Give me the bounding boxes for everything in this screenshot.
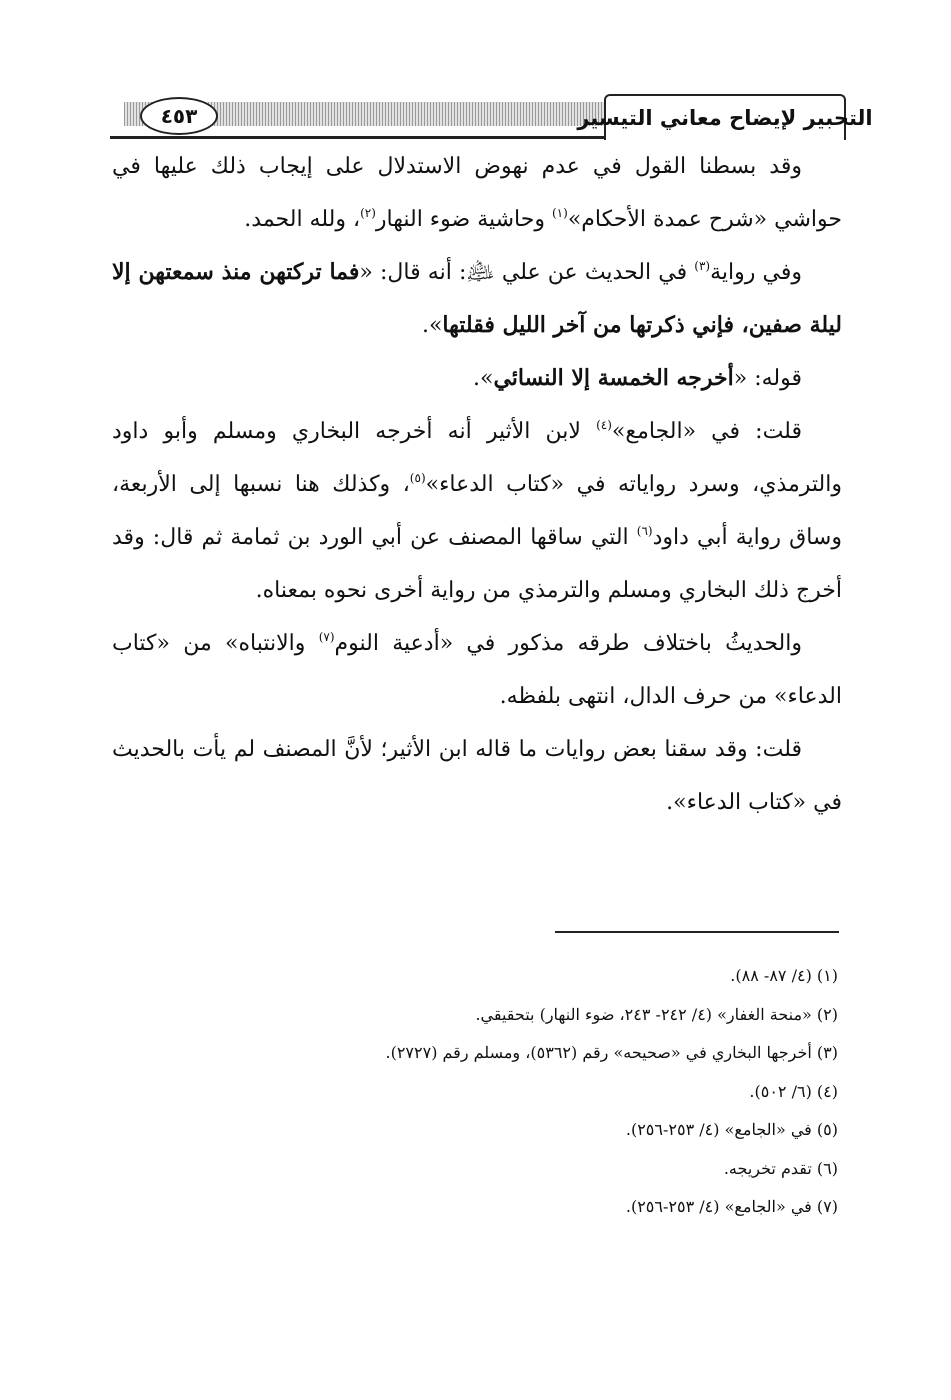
footnote-separator xyxy=(555,931,839,933)
quoted-text: فما تركتهن منذ سمعتهن إلا ليلة صفين، فإني ذكرتها من آخر الليل فقلتها xyxy=(112,259,842,338)
paragraph-5 xyxy=(112,617,842,723)
text-run: قوله: « xyxy=(733,366,802,391)
paragraph-4 xyxy=(112,405,842,617)
paragraph-6 xyxy=(112,723,842,829)
book-title: التحبير لإيضاح معاني التيسير xyxy=(577,106,873,130)
footnote-7: (٧) في «الجامع» (٤/ ٢٥٣-٢٥٦). xyxy=(625,1197,838,1216)
text-run: ، ولله الحمد. xyxy=(244,207,361,232)
text-run: التي ساقها المصنف عن أبي الورد بن ثمامة ثم قال: وقد أخرج ذلك البخاري ومسلم والترمذي من رواية أخرى نحوه بمعناه. xyxy=(112,525,842,603)
paragraph-1 xyxy=(112,140,842,246)
text-run: والحديثُ باختلاف طرقه مذكور في «أدعية النوم xyxy=(334,631,802,656)
footnote-5: (٥) في «الجامع» (٤/ ٢٥٣-٢٥٦). xyxy=(625,1120,838,1139)
text-run: في الحديث عن علي ﵇: أنه قال: « xyxy=(359,260,695,285)
footnote-2: (٢) «منحة الغفار» (٤/ ٢٤٢- ٢٤٣، ضوء النهار) بتحقيقي. xyxy=(475,1004,838,1024)
footnote-ref: (٥) xyxy=(409,471,426,485)
footnote-ref: (٣) xyxy=(694,259,711,273)
footnote-ref: (٧) xyxy=(318,630,335,644)
footnote-3: (٣) أخرجها البخاري في «صحيحه» رقم (٥٣٦٢)، ومسلم رقم (٢٧٢٧). xyxy=(385,1043,838,1062)
main-text xyxy=(112,140,842,829)
quoted-text: أخرجه الخمسة إلا النسائي xyxy=(493,365,734,391)
text-run: وفي رواية xyxy=(710,260,803,285)
footnote-4: (٤) (٦/ ٥٠٢). xyxy=(749,1081,838,1101)
text-run: ». xyxy=(473,366,494,391)
footnote-ref: (٢) xyxy=(360,206,376,220)
footnote-1: (١) (٤/ ٨٧- ٨٨). xyxy=(730,966,838,985)
text-run: لابن الأثير أنه أخرجه البخاري ومسلم وأبو داود والترمذي، وسرد رواياته في «كتاب الدعاء» xyxy=(112,419,842,497)
page-number: ٤٥٣ xyxy=(160,104,198,128)
text-run: قلت: وقد سقنا بعض روايات ما قاله ابن الأثير؛ لأنَّ المصنف لم يأت بالحديث في «كتاب الدعاء». xyxy=(112,737,842,815)
footnote-6: (٦) تقدم تخريجه. xyxy=(723,1158,838,1178)
footnote-ref: (٦) xyxy=(636,524,653,538)
header-title-box xyxy=(577,94,873,140)
page-number-badge xyxy=(140,97,218,135)
footnote-ref: (١) xyxy=(551,206,568,220)
text-run: وقد بسطنا القول في عدم نهوض الاستدلال على إيجاب ذلك عليها في حواشي «شرح عمدة الأحكام» xyxy=(112,154,842,232)
paragraph-2 xyxy=(112,246,842,352)
text-run: والانتباه» من «كتاب الدعاء» من حرف الدال، انتهى بلفظه. xyxy=(112,631,842,709)
footnote-ref: (٤) xyxy=(596,418,612,432)
text-run: قلت: في «الجامع» xyxy=(611,419,802,444)
text-run: وحاشية ضوء النهار xyxy=(375,207,552,232)
running-header xyxy=(110,94,873,140)
footnotes xyxy=(112,957,838,1227)
paragraph-3 xyxy=(112,352,842,405)
text-run: ، وكذلك هنا نسبها إلى الأربعة، وساق رواية أبي داود xyxy=(112,472,842,550)
text-run: ». xyxy=(421,313,443,338)
